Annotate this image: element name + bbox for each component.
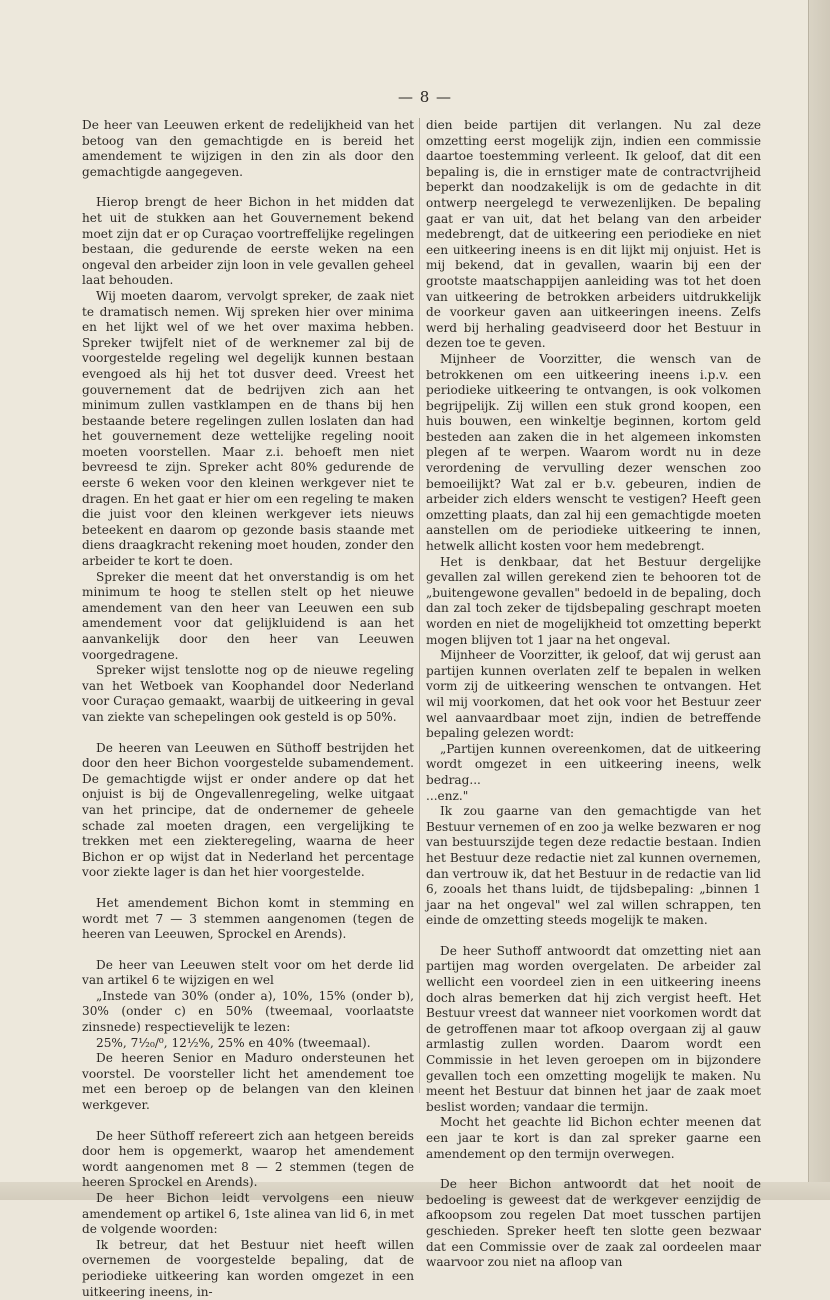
paragraph: Spreker die meent dat het onverstandig is om het minimum te hoog te stellen stelt op het nieuwe amendement van den heer van Leeuwen een sub amendement voor dat gelijkluidend is aan het aanvankelijk door den heer van Leeuwen voorgedragene. — [82, 569, 414, 662]
paragraph: De heer Bichon leidt vervolgens een nieuw amendement op artikel 6, 1ste alinea van lid 6, in met de volgende woorden: — [82, 1191, 414, 1237]
paragraph: Het amendement Bichon komt in stemming en wordt met 7 — 3 stemmen aangenomen (tegen de heeren van Leeuwen, Sprockel en Arends). — [82, 895, 414, 942]
quote-end: ...enz." — [426, 788, 469, 803]
paragraph: Mijnheer de Voorzitter, die wensch van de betrokkenen om een uitkeering ineens i.p.v. een periodieke uitkeering te ontvangen, is ook volkomen begrijpelijk. Zij willen een stuk grond koopen, een huis bouwen, een winkeltje beginnen, kortom geld besteden aan zaken die in het algemeen inkomsten plegen af te werpen. Waarom wordt nu in deze verordening de vervulling dezer wenschen zoo bemoeilijkt? Wat zal er b.v. gebeuren, indien de arbeider zich elders wenscht te vestigen? Heeft geen omzetting plaats, dan zal hij een gemachtigde moeten aanstellen om de periodieke uitkeering te innen, hetwelk allicht kosten voor hem medebrengt. — [426, 351, 761, 554]
left-column — [82, 118, 414, 1300]
paragraph: De heer van Leeuwen stelt voor om het derde lid van artikel 6 te wijzigen en wel — [82, 957, 414, 988]
quote: „Partijen kunnen overeenkomen, dat de uitkeering wordt omgezet in een uitkeering ineens, welk bedrag... — [426, 741, 761, 787]
paragraph: „Instede van 30% (onder a), 10%, 15% (onder b), 30% (onder c) en 50% (tweemaal, voorlaatste zinsnede) respectievelijk te lezen: — [82, 988, 414, 1035]
paragraph: Spreker wijst tenslotte nog op de nieuwe regeling van het Wetboek van Koophandel door Nederland voor Curaçao gemaakt, waarbij de uitkeering in geval van ziekte van schepelingen ook gesteld is op 50%. — [82, 663, 414, 724]
paragraph: De heer van Leeuwen erkent de redelijkheid van het betoog van den gemachtigde en is bereid het amendement te wijzigen in den zin als door den gemachtigde aangegeven. — [82, 118, 414, 179]
paragraph: Wij moeten daarom, vervolgt spreker, de zaak niet te dramatisch nemen. Wij spreken hier over minima en het lijkt wel of we het over maxima hebben. Spreker twijfelt niet of de werknemer zal bij de voorgestelde regeling wel degelijk kunnen bestaan evengoed als hij het tot dusver deed. Vreest het gouvernement dat de bedrijven zich aan het minimum zullen vastklampen en de thans bij hen bestaande betere regelingen zullen loslaten dan had het gouvernement deze wettelijke regeling nooit moeten voorstellen. Maar z.i. behoeft men niet bevreesd te zijn. Spreker acht 80% gedurende de eerste 6 weken voor den kleinen werkgever niet te dragen. En het gaat er hier om een regeling te maken die juist voor den kleinen werkgever iets nieuws beteekent en daarom op gezonde basis staande met diens draagkracht rekening moet houden, zonder den arbeider te kort te doen. — [82, 288, 414, 569]
paragraph: De heer Bichon antwoordt dat het nooit de bedoeling is geweest dat de werkgever eenzijdig de afkoopsom zou regelen Dat moet tusschen partijen geschieden. Spreker heeft ten slotte geen bezwaar dat een Commissie over de zaak zal oordeelen maar waarvoor zou niet na afloop van — [426, 1177, 761, 1270]
paragraph: Het is denkbaar, dat het Bestuur dergelijke gevallen zal willen gerekend zien te behooren tot de „buitengewone gevallen" bedoeld in de bepaling, doch dan zal toch zeker de tijdsbepaling geschrapt moeten worden en niet de mogelijkheid tot omzetting beperkt mogen blijven tot 1 jaar na het ongeval. — [426, 554, 761, 647]
page-edge-right — [808, 0, 830, 1200]
paragraph: De heeren van Leeuwen en Süthoff bestrijden het door den heer Bichon voorgestelde subamendement. De gemachtigde wijst er onder andere op dat het onjuist is bij de Ongevallenregeling, welke uitgaat van het principe, dat de ondernemer de geheele schade zal moeten dragen, een vergelijking te trekken met een ziekteregeling, waarna de heer Bichon er op wijst dat in Nederland het percentage voor ziekte lager is dan het hier voorgestelde. — [82, 740, 414, 880]
paragraph: dien beide partijen dit verlangen. Nu zal deze omzetting eerst mogelijk zijn, indien een commissie daartoe toestemming verleent. Ik geloof, dat dit een bepaling is, die in ernstiger mate de contractvrijheid beperkt dan noodzakelijk is om de gedachte in dit ontwerp neergelegd te verwezenlijken. De bepaling gaat er van uit, dat het belang van den arbeider medebrengt, dat de uitkeering een periodieke en niet een uitkeering ineens is en dit lijkt mij onjuist. Het is mij bekend, dat in gevallen, waarin bij een der grootste maatschappijen aanleiding was tot het doen van uitkeering de betrokken arbeiders uitdrukkelijk de voorkeur gaven aan uitkeeringen ineens. Zelfs werd bij herhaling geadviseerd door het Bestuur in dezen toe te geven. — [426, 118, 761, 351]
paragraph: Mijnheer de Voorzitter, ik geloof, dat wij gerust aan partijen kunnen overlaten zelf te bepalen in welken vorm zij de uitkeering wenschen te ontvangen. Het wil mij voorkomen, dat het ook voor het Bestuur zeer wel aanvaardbaar moet zijn, indien de betreffende bepaling gelezen wordt: — [426, 648, 761, 741]
paragraph: Hierop brengt de heer Bichon in het midden dat het uit de stukken aan het Gouvernement bekend moet zijn dat er op Curaçao voortreffelijke regelingen bestaan, die gedurende de eerste weken na een ongeval den arbeider zijn loon in vele gevallen geheel laat behouden. — [82, 195, 414, 288]
paragraph: Mocht het geachte lid Bichon echter meenen dat een jaar te kort is dan zal spreker gaarne een amendement op den termijn overwegen. — [426, 1115, 761, 1161]
paragraph: De heeren Senior en Maduro ondersteunen het voorstel. De voorsteller licht het amendement toe met een beroep op de belangen van den kleinen werkgever. — [82, 1051, 414, 1113]
right-column — [426, 118, 761, 1271]
column-divider — [419, 118, 420, 1093]
paragraph: Ik betreur, dat het Bestuur niet heeft willen overnemen de voorgestelde bepaling, dat de periodieke uitkeering kan worden omgezet in een uitkeering ineens, in- — [82, 1237, 414, 1299]
paragraph: De heer Süthoff refereert zich aan hetgeen bereids door hem is opgemerkt, waarop het amendement wordt aangenomen met 8 — 2 stemmen (tegen de heeren Sprockel en Arends). — [82, 1128, 414, 1190]
paragraph: Ik zou gaarne van den gemachtigde van het Bestuur vernemen of en zoo ja welke bezwaren er nog van bestuurszijde tegen deze redactie bestaan. Indien het Bestuur deze redactie niet zal kunnen overnemen, dan vertrouw ik, dat het Bestuur in de redactie van lid 6, zooals het thans luidt, de tijdsbepaling: „binnen 1 jaar na het ongeval" wel zal willen schrappen, ten einde de omzetting steeds mogelijk te maken. — [426, 804, 761, 928]
page-number: — 8 — — [397, 88, 453, 106]
paragraph: De heer Suthoff antwoordt dat omzetting niet aan partijen mag worden overgelaten. De arbeider zal wellicht een voordeel zien in een uitkeering ineens doch alras bemerken dat hij zich vergist heeft. Het Bestuur vreest dat wanneer niet voorkomen wordt dat de getroffenen maar tot afkoop overgaan zij al gauw armlastig zullen worden. Daarom wordt een Commissie in het leven geroepen om in bijzondere gevallen toch een omzetting mogelijk te maken. Nu meent het Bestuur dat binnen het jaar de zaak moet beslist worden; vandaar die termijn. — [426, 943, 761, 1114]
paragraph: 25%, 7½₀/⁰, 12½%, 25% en 40% (tweemaal). — [96, 1035, 371, 1050]
